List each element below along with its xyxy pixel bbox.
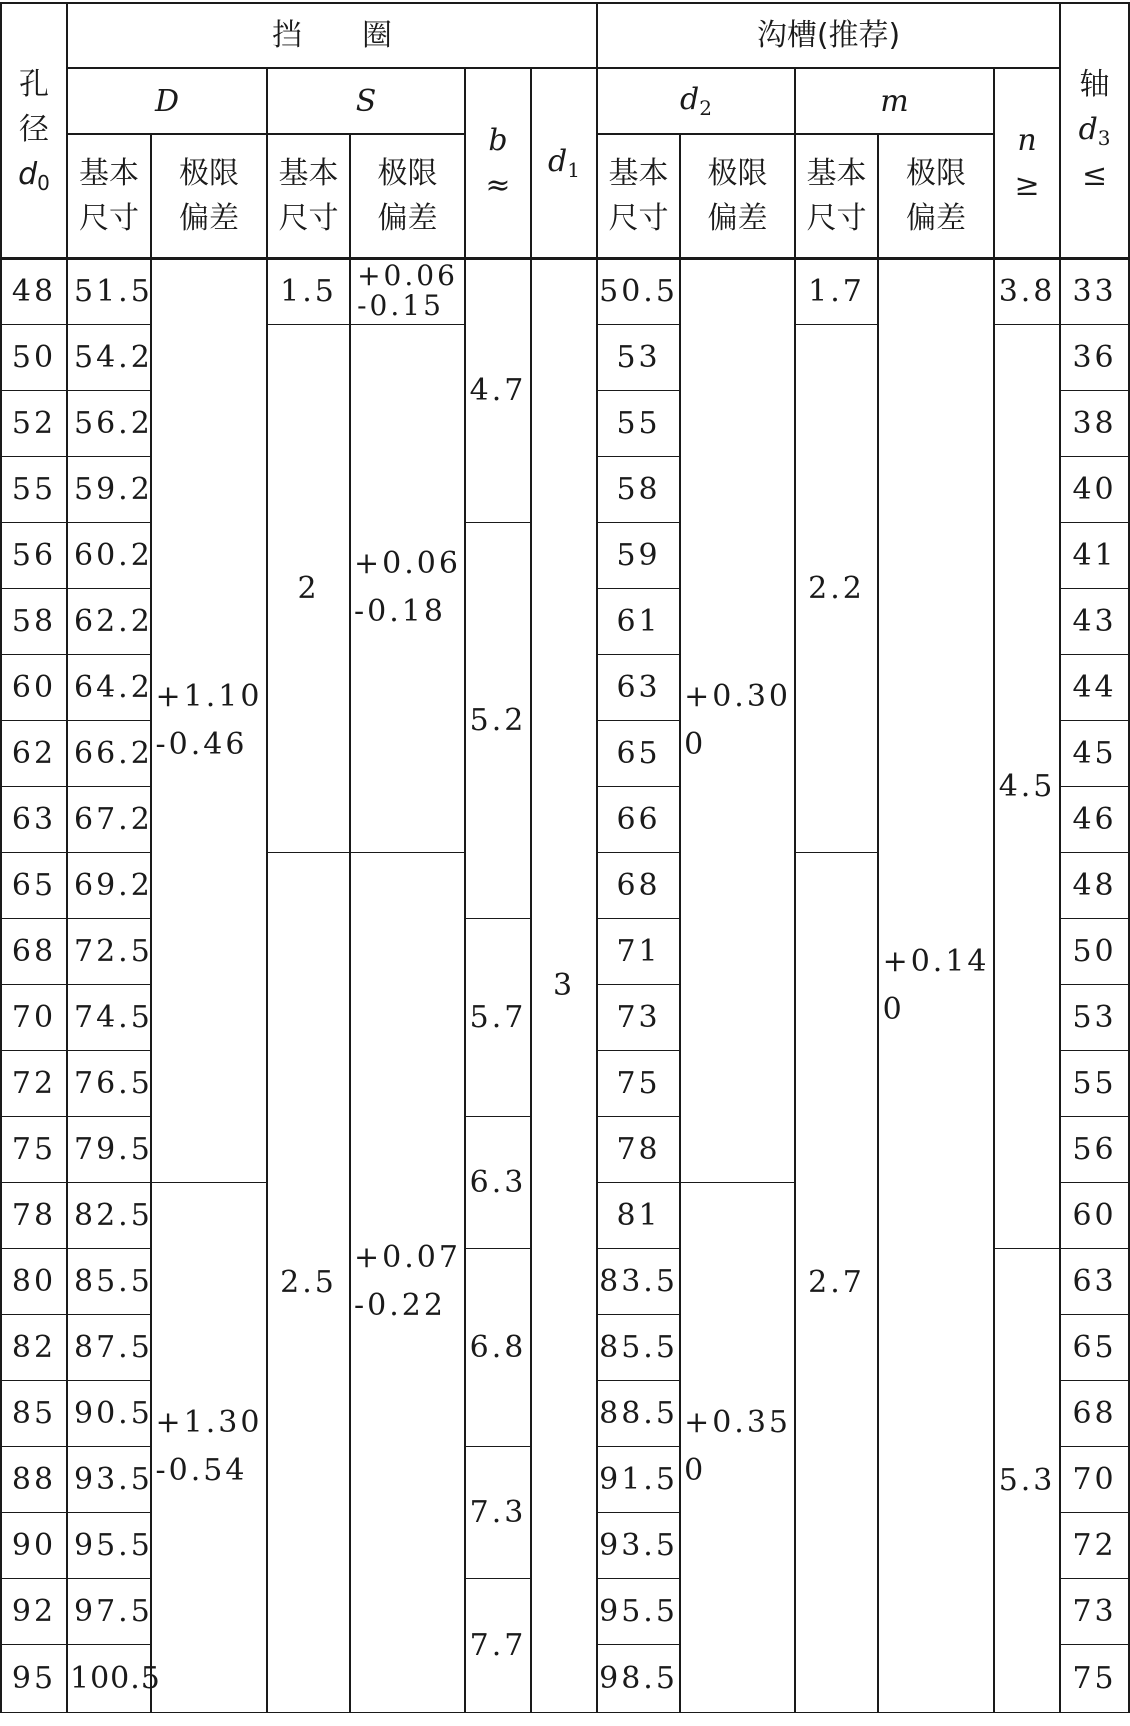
cell-d2: 50.5: [597, 258, 680, 324]
cell-m-tolerance: +0.14 0: [878, 258, 994, 1712]
cell-d2: 66: [597, 786, 680, 852]
cell-d0: 65: [1, 852, 67, 918]
cell-S-tolerance: +0.06 -0.15: [350, 258, 465, 324]
cell-D: 62.2: [67, 588, 151, 654]
header-D-limit-deviation: 极限 偏差: [151, 134, 267, 258]
cell-b: 6.8: [465, 1248, 531, 1446]
table-row: [1, 258, 1129, 324]
header-m-limit-deviation: 极限 偏差: [878, 134, 994, 258]
cell-n: 5.3: [994, 1248, 1060, 1712]
cell-D: 56.2: [67, 390, 151, 456]
header-n: n ≥: [994, 68, 1060, 258]
cell-D: 87.5: [67, 1314, 151, 1380]
cell-d2: 58: [597, 456, 680, 522]
cell-b: 4.7: [465, 258, 531, 522]
cell-d3: 53: [1060, 984, 1129, 1050]
cell-d2: 73: [597, 984, 680, 1050]
cell-d3: 50: [1060, 918, 1129, 984]
cell-d2: 95.5: [597, 1578, 680, 1644]
header-d2: $d_2$: [597, 68, 795, 134]
cell-S-tolerance: +0.06 -0.18: [350, 324, 465, 852]
cell-b: 7.7: [465, 1578, 531, 1712]
header-m-basic-size: 基本 尺寸: [795, 134, 878, 258]
header-S-limit-deviation: 极限 偏差: [350, 134, 465, 258]
cell-d3: 60: [1060, 1182, 1129, 1248]
cell-S-tolerance: +0.07 -0.22: [350, 852, 465, 1712]
cell-D: 97.5: [67, 1578, 151, 1644]
cell-d2: 75: [597, 1050, 680, 1116]
header-D: D: [67, 68, 267, 134]
cell-d0: 52: [1, 390, 67, 456]
cell-d3: 43: [1060, 588, 1129, 654]
cell-S-basic: 2: [267, 324, 350, 852]
cell-S-basic: 2.5: [267, 852, 350, 1712]
cell-D: 64.2: [67, 654, 151, 720]
cell-d2: 65: [597, 720, 680, 786]
cell-d3: 36: [1060, 324, 1129, 390]
cell-d2: 61: [597, 588, 680, 654]
cell-d0: 80: [1, 1248, 67, 1314]
cell-D: 100.5: [67, 1644, 151, 1712]
cell-d2: 98.5: [597, 1644, 680, 1712]
cell-d1: 3: [531, 258, 597, 1712]
cell-m-basic: 1.7: [795, 258, 878, 324]
cell-d0: 85: [1, 1380, 67, 1446]
cell-d3: 41: [1060, 522, 1129, 588]
cell-d0: 50: [1, 324, 67, 390]
cell-d2: 71: [597, 918, 680, 984]
cell-d3: 72: [1060, 1512, 1129, 1578]
cell-d0: 90: [1, 1512, 67, 1578]
cell-d3: 33: [1060, 258, 1129, 324]
header-S-basic-size: 基本 尺寸: [267, 134, 350, 258]
cell-d0: 60: [1, 654, 67, 720]
header-D-basic-size: 基本 尺寸: [67, 134, 151, 258]
header-b: b ≈: [465, 68, 531, 258]
cell-d3: 40: [1060, 456, 1129, 522]
cell-b: 7.3: [465, 1446, 531, 1578]
header-d2-limit-deviation: 极限 偏差: [680, 134, 795, 258]
cell-D: 93.5: [67, 1446, 151, 1512]
cell-D: 72.5: [67, 918, 151, 984]
header-retaining-ring: 挡 圈: [67, 3, 597, 68]
header-shaft-diameter: 轴 $d_3$ ≤: [1060, 3, 1129, 258]
cell-d0: 62: [1, 720, 67, 786]
cell-d0: 75: [1, 1116, 67, 1182]
cell-D: 85.5: [67, 1248, 151, 1314]
cell-d0: 58: [1, 588, 67, 654]
cell-D: 90.5: [67, 1380, 151, 1446]
cell-d0: 63: [1, 786, 67, 852]
cell-D: 76.5: [67, 1050, 151, 1116]
cell-D: 67.2: [67, 786, 151, 852]
cell-b: 5.2: [465, 522, 531, 918]
header-m: m: [795, 68, 994, 134]
cell-d3: 55: [1060, 1050, 1129, 1116]
cell-d0: 48: [1, 258, 67, 324]
cell-D: 54.2: [67, 324, 151, 390]
cell-d0: 72: [1, 1050, 67, 1116]
cell-D: 60.2: [67, 522, 151, 588]
cell-d3: 73: [1060, 1578, 1129, 1644]
header-groove-recommended: 沟槽(推荐): [597, 3, 1060, 68]
cell-m-basic: 2.2: [795, 324, 878, 852]
cell-D: 82.5: [67, 1182, 151, 1248]
cell-d0: 92: [1, 1578, 67, 1644]
cell-d0: 70: [1, 984, 67, 1050]
cell-d3: 45: [1060, 720, 1129, 786]
cell-d0: 95: [1, 1644, 67, 1712]
cell-d2: 88.5: [597, 1380, 680, 1446]
cell-D: 79.5: [67, 1116, 151, 1182]
cell-d2: 81: [597, 1182, 680, 1248]
cell-d2: 93.5: [597, 1512, 680, 1578]
cell-D: 59.2: [67, 456, 151, 522]
cell-d2: 53: [597, 324, 680, 390]
cell-b: 5.7: [465, 918, 531, 1116]
cell-d0: 55: [1, 456, 67, 522]
cell-d0: 78: [1, 1182, 67, 1248]
cell-d2: 68: [597, 852, 680, 918]
cell-d2: 83.5: [597, 1248, 680, 1314]
cell-d2: 85.5: [597, 1314, 680, 1380]
header-S: S: [267, 68, 465, 134]
cell-d2: 55: [597, 390, 680, 456]
cell-d2: 59: [597, 522, 680, 588]
cell-m-basic: 2.7: [795, 852, 878, 1712]
cell-d2: 63: [597, 654, 680, 720]
cell-D-tolerance: +1.10 -0.46: [151, 258, 267, 1182]
cell-d0: 88: [1, 1446, 67, 1512]
cell-S-basic: 1.5: [267, 258, 350, 324]
cell-d3: 70: [1060, 1446, 1129, 1512]
cell-d3: 38: [1060, 390, 1129, 456]
cell-D: 69.2: [67, 852, 151, 918]
cell-D: 95.5: [67, 1512, 151, 1578]
cell-d3: 56: [1060, 1116, 1129, 1182]
header-d2-basic-size: 基本 尺寸: [597, 134, 680, 258]
cell-D: 51.5: [67, 258, 151, 324]
cell-D: 66.2: [67, 720, 151, 786]
cell-d2: 91.5: [597, 1446, 680, 1512]
cell-d3: 63: [1060, 1248, 1129, 1314]
cell-n: 3.8: [994, 258, 1060, 324]
cell-d3: 68: [1060, 1380, 1129, 1446]
cell-d3: 48: [1060, 852, 1129, 918]
header-hole-diameter: 孔 径 $d_0$: [1, 3, 67, 258]
cell-d2-tolerance: +0.30 0: [680, 258, 795, 1182]
cell-b: 6.3: [465, 1116, 531, 1248]
header-d1: $d_1$: [531, 68, 597, 258]
cell-d0: 68: [1, 918, 67, 984]
retaining-ring-dimension-table: [0, 2, 1130, 1713]
cell-d2-tolerance: +0.35 0: [680, 1182, 795, 1712]
cell-d2: 78: [597, 1116, 680, 1182]
cell-d0: 56: [1, 522, 67, 588]
cell-d0: 82: [1, 1314, 67, 1380]
cell-D-tolerance: +1.30 -0.54: [151, 1182, 267, 1712]
cell-D: 74.5: [67, 984, 151, 1050]
cell-d3: 75: [1060, 1644, 1129, 1712]
cell-d3: 46: [1060, 786, 1129, 852]
cell-n: 4.5: [994, 324, 1060, 1248]
cell-d3: 65: [1060, 1314, 1129, 1380]
cell-d3: 44: [1060, 654, 1129, 720]
